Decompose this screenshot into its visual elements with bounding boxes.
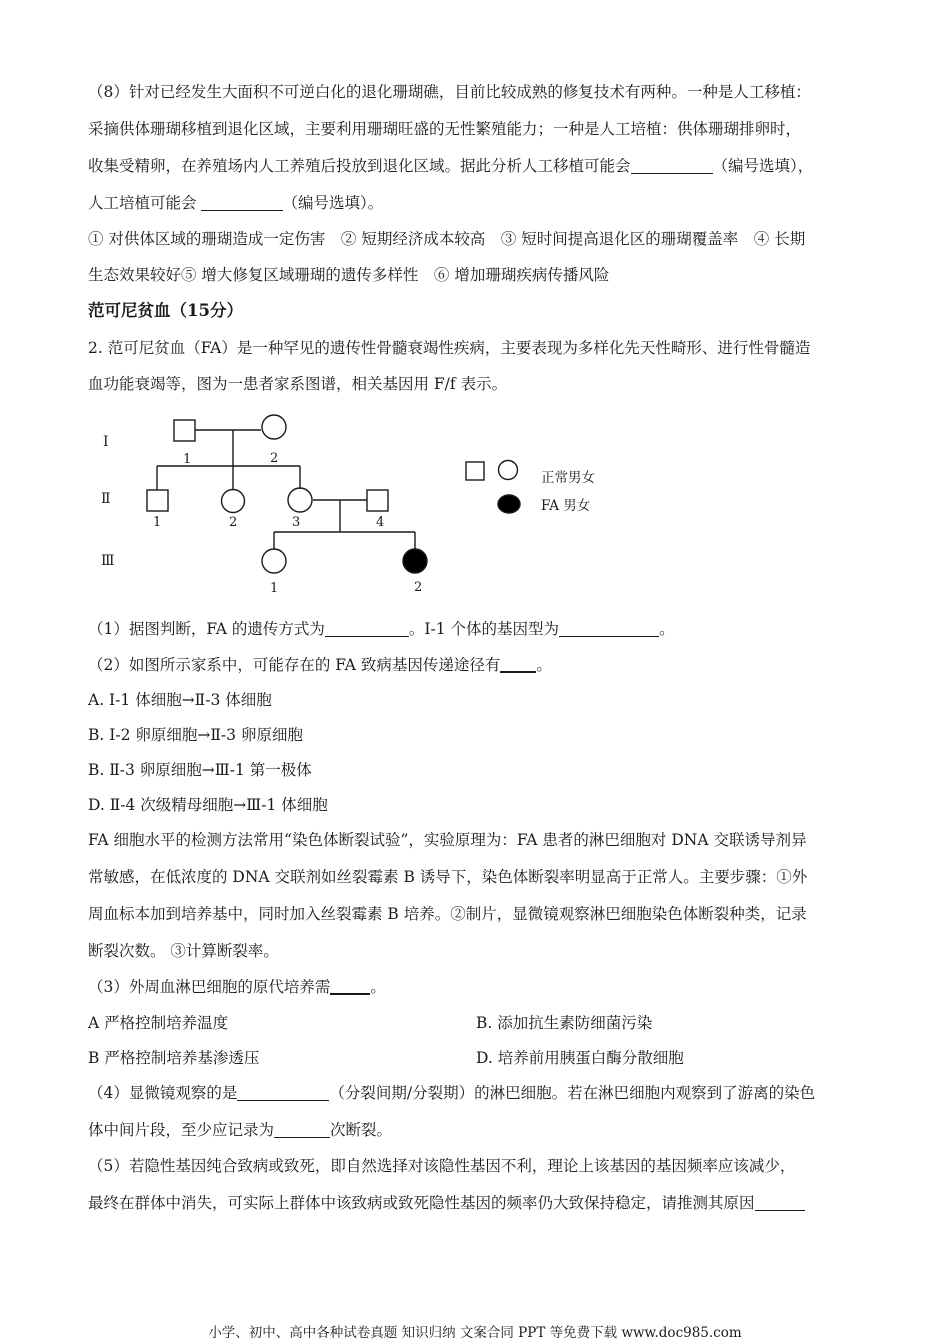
q8-text: （编号选填）， xyxy=(712,157,814,175)
method-line-3: 周血标本加到培养基中，同时加入丝裂霉素 B 培养。②制片，显微镜观察淋巴细胞染色体断裂种类，记录 xyxy=(88,905,807,923)
q1-text: 。 xyxy=(659,620,675,638)
legend-fa-icon xyxy=(498,495,520,513)
q3-stem xyxy=(88,977,386,997)
q4-text: （4）显微镜观察的是 xyxy=(88,1084,238,1102)
q8-line-2: 采摘供体珊瑚移植到退化区域，主要利用珊瑚旺盛的无性繁殖能力；一种是人工培植：供体珊瑚排卵时， xyxy=(88,120,802,138)
q5-line-1: （5）若隐性基因纯合致病或致死，即自然选择对该隐性基因不利，理论上该基因的基因频率应该减少， xyxy=(88,1157,796,1175)
generation-label: Ⅲ xyxy=(101,553,115,569)
q3-option-d: D. 培养前用胰蛋白酶分散细胞 xyxy=(476,1049,684,1067)
intro-line-2: 血功能衰竭等，图为一患者家系图谱，相关基因用 F/f 表示。 xyxy=(88,375,508,393)
q1-line xyxy=(88,619,675,639)
q4-line-1 xyxy=(88,1083,815,1103)
q2-option-a: A. Ⅰ-1 体细胞→Ⅱ-3 体细胞 xyxy=(88,691,272,709)
individual-II-4-normal-male xyxy=(367,490,388,511)
generation-label: Ⅰ xyxy=(103,434,109,450)
legend-normal-female-icon xyxy=(499,461,518,480)
legend-fa-label: FA 男女 xyxy=(541,498,591,514)
intro-line-1: 2. 范可尼贫血（FA）是一种罕见的遗传性骨髓衰竭性疾病，主要表现为多样化先天性畸形、进行性骨髓造 xyxy=(88,339,811,357)
answer-blank[interactable] xyxy=(237,1084,329,1101)
q2-stem xyxy=(88,655,552,675)
pedigree-chart xyxy=(0,0,950,620)
individual-III-2-fa-female xyxy=(403,549,427,573)
q8-text: 人工培植可能会 xyxy=(88,194,197,212)
page-footer: 小学、初中、高中各种试卷真题 知识归纳 文案合同 PPT 等免费下载 www.doc985.com xyxy=(208,1325,742,1341)
q2-option-c: B. Ⅱ-3 卵原细胞→Ⅲ-1 第一极体 xyxy=(88,761,312,779)
q8-options-line-1: ① 对供体区域的珊瑚造成一定伤害 ② 短期经济成本较高 ③ 短时间提高退化区的珊瑚覆盖率 ④ 长期 xyxy=(88,230,806,248)
answer-blank[interactable] xyxy=(559,620,659,637)
individual-number: 2 xyxy=(229,515,238,530)
individual-number: 4 xyxy=(376,515,385,530)
q4-text: 次断裂。 xyxy=(330,1121,393,1139)
q4-text: （分裂间期/分裂期）的淋巴细胞。若在淋巴细胞内观察到了游离的染色 xyxy=(329,1084,816,1102)
individual-number: 1 xyxy=(183,452,192,467)
q8-text: 收集受精卵，在养殖场内人工养殖后投放到退化区域。据此分析人工移植可能会 xyxy=(88,157,631,175)
answer-blank[interactable] xyxy=(330,977,370,995)
answer-blank[interactable] xyxy=(274,1121,330,1138)
q1-text: （1）据图判断，FA 的遗传方式为 xyxy=(88,620,325,638)
q3-option-c: B 严格控制培养基渗透压 xyxy=(88,1049,260,1067)
individual-II-2-normal-female xyxy=(222,490,245,513)
q2-text: 。 xyxy=(536,656,552,674)
q1-text: 。Ⅰ-1 个体的基因型为 xyxy=(408,620,560,638)
q5-line-2 xyxy=(88,1193,805,1213)
answer-blank[interactable] xyxy=(325,620,409,637)
q5-text: 最终在群体中消失，可实际上群体中该致病或致死隐性基因的频率仍大致保持稳定，请推测其原因 xyxy=(88,1194,755,1212)
answer-blank[interactable] xyxy=(500,655,536,673)
individual-III-1-normal-female xyxy=(262,549,286,573)
answer-blank[interactable] xyxy=(755,1194,805,1211)
individual-II-1-normal-male xyxy=(147,490,168,511)
q2-option-d: D. Ⅱ-4 次级精母细胞→Ⅲ-1 体细胞 xyxy=(88,796,328,814)
q8-options-line-2: 生态效果较好⑤ 增大修复区域珊瑚的遗传多样性 ⑥ 增加珊瑚疾病传播风险 xyxy=(88,266,610,284)
generation-label: Ⅱ xyxy=(101,491,111,507)
q8-text: （编号选填）。 xyxy=(282,194,384,212)
individual-number: 1 xyxy=(270,581,279,596)
method-line-2: 常敏感，在低浓度的 DNA 交联剂如丝裂霉素 B 诱导下，染色体断裂率明显高于正常人。主要步骤：①外 xyxy=(88,868,808,886)
q3-option-b: B. 添加抗生素防细菌污染 xyxy=(476,1014,653,1032)
individual-number: 2 xyxy=(414,580,423,595)
legend-normal-label: 正常男女 xyxy=(541,470,595,486)
legend-normal-male-icon xyxy=(466,462,484,480)
individual-II-3-normal-female xyxy=(288,488,312,512)
individual-number: 2 xyxy=(270,451,279,466)
q3-option-a: A 严格控制培养温度 xyxy=(88,1014,229,1032)
q2-text: （2）如图所示家系中，可能存在的 FA 致病基因传递途径有 xyxy=(88,656,501,674)
q3-text: （3）外周血淋巴细胞的原代培养需 xyxy=(88,978,331,996)
method-line-1: FA 细胞水平的检测方法常用“染色体断裂试验”，实验原理为：FA 患者的淋巴细胞对 DNA 交联诱导剂异 xyxy=(88,831,807,849)
individual-number: 1 xyxy=(153,515,162,530)
q4-line-2 xyxy=(88,1120,392,1140)
individual-number: 3 xyxy=(292,515,301,530)
q8-line-1: （8）针对已经发生大面积不可逆白化的退化珊瑚礁，目前比较成熟的修复技术有两种。一种是人工移植： xyxy=(88,83,811,101)
q3-text: 。 xyxy=(370,978,386,996)
q2-option-b: B. Ⅰ-2 卵原细胞→Ⅱ-3 卵原细胞 xyxy=(88,726,303,744)
individual-I-2-normal-female xyxy=(262,415,286,439)
q4-text: 体中间片段，至少应记录为 xyxy=(88,1121,275,1139)
individual-I-1-normal-male xyxy=(174,420,195,441)
section-title: 范可尼贫血（15分） xyxy=(88,301,243,320)
method-line-4: 断裂次数。 ③计算断裂率。 xyxy=(88,942,279,960)
